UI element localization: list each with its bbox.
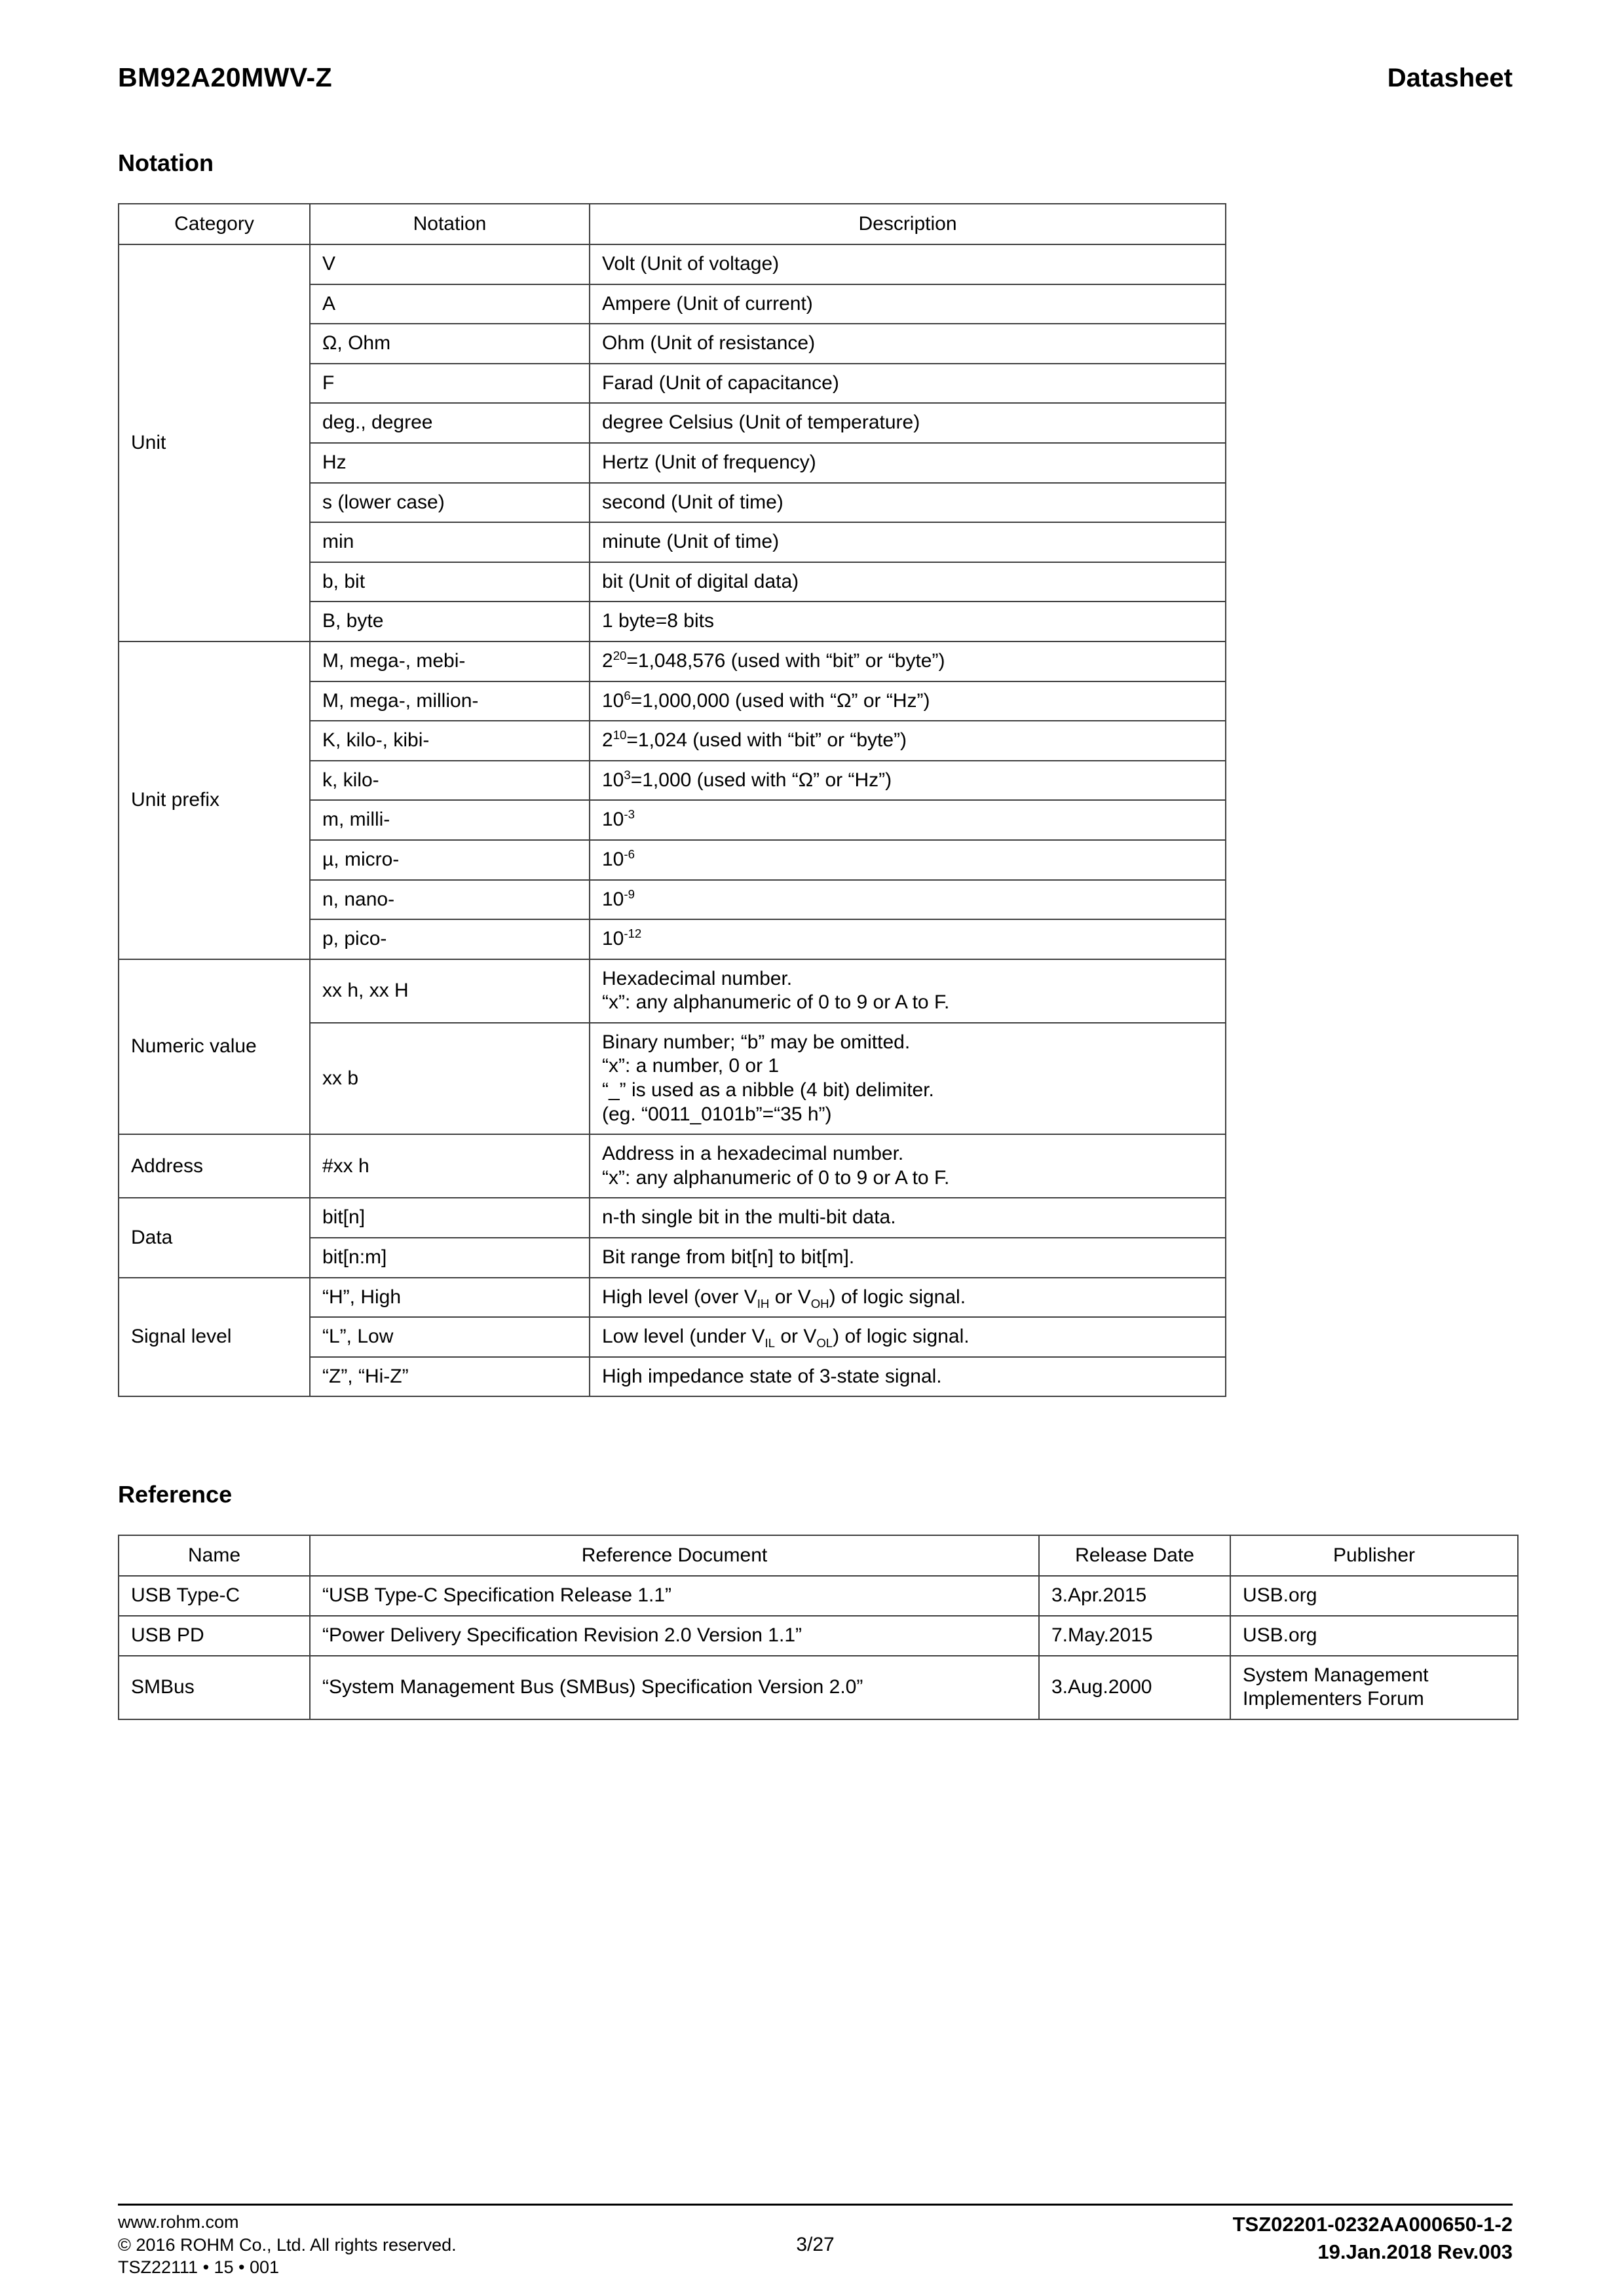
- description-cell: minute (Unit of time): [590, 522, 1226, 562]
- notation-cell: bit[n]: [310, 1198, 590, 1238]
- table-row: [119, 1616, 1518, 1656]
- description-cell: High level (over $V_{IH}$ or $V_{OH}$) of logic signal.: [590, 1278, 1226, 1318]
- notation-cell: xx h, xx H: [310, 959, 590, 1023]
- part-number: BM92A20MWV-Z: [118, 62, 333, 92]
- notation-cell: B, byte: [310, 602, 590, 641]
- notation-cell: k, kilo-: [310, 761, 590, 801]
- description-cell: Volt (Unit of voltage): [590, 244, 1226, 284]
- notation-table: [118, 203, 1226, 1397]
- notation-cell: m, milli-: [310, 800, 590, 840]
- notation-cell: “Z”, “Hi-Z”: [310, 1357, 590, 1397]
- notation-cell: xx b: [310, 1023, 590, 1134]
- footer-website: www.rohm.com: [118, 2212, 239, 2232]
- footer-doc-code: TSZ22111 • 15 • 001: [118, 2257, 280, 2278]
- description-cell: Hertz (Unit of frequency): [590, 443, 1226, 483]
- table-row: [119, 1576, 1518, 1616]
- description-cell: Address in a hexadecimal number. “x”: any alphanumeric of 0 to 9 or A to F.: [590, 1134, 1226, 1198]
- description-cell: $10^{-6}$: [590, 840, 1226, 880]
- header-cell-publisher: Publisher: [1230, 1535, 1518, 1576]
- reference-section-heading: Reference: [118, 1481, 233, 1508]
- notation-section-heading: Notation: [118, 149, 214, 176]
- header-cell-category: Category: [119, 204, 310, 244]
- name-cell: USB PD: [119, 1616, 310, 1656]
- notation-cell: bit[n:m]: [310, 1238, 590, 1278]
- notation-cell: M, mega-, mebi-: [310, 641, 590, 681]
- description-cell: $10^6=1,000,000$ (used with “Ω” or “Hz”): [590, 681, 1226, 721]
- description-cell: 1 byte=8 bits: [590, 602, 1226, 641]
- release-date-cell: 3.Apr.2015: [1039, 1576, 1230, 1616]
- publisher-cell: USB.org: [1230, 1576, 1518, 1616]
- footer-copyright: © 2016 ROHM Co., Ltd. All rights reserved.: [118, 2234, 457, 2255]
- description-cell: Farad (Unit of capacitance): [590, 364, 1226, 404]
- reference-table-header-row: [119, 1535, 1518, 1576]
- footer-right-block: [835, 2211, 1513, 2266]
- notation-cell: #xx h: [310, 1134, 590, 1198]
- notation-cell: A: [310, 284, 590, 324]
- release-date-cell: 3.Aug.2000: [1039, 1656, 1230, 1719]
- table-row: [119, 1656, 1518, 1719]
- description-cell: $10^{-9}$: [590, 880, 1226, 920]
- doc-type-label: Datasheet: [1387, 64, 1513, 92]
- description-cell: Binary number; “b” may be omitted. “x”: a number, 0 or 1 “_” is used as a nibble (4 bit) delimiter. (eg. “0011_0101b”=“35 h”): [590, 1023, 1226, 1134]
- table-row: [119, 1134, 1226, 1198]
- table-row: [119, 641, 1226, 681]
- page-header: [118, 62, 1513, 93]
- document-cell: “System Management Bus (SMBus) Specification Version 2.0”: [310, 1656, 1039, 1719]
- description-cell: $10^3=1,000$ (used with “Ω” or “Hz”): [590, 761, 1226, 801]
- notation-cell: µ, micro-: [310, 840, 590, 880]
- description-cell: degree Celsius (Unit of temperature): [590, 403, 1226, 443]
- description-cell: Bit range from bit[n] to bit[m].: [590, 1238, 1226, 1278]
- notation-cell: K, kilo-, kibi-: [310, 721, 590, 761]
- description-cell: Hexadecimal number. “x”: any alphanumeric of 0 to 9 or A to F.: [590, 959, 1226, 1023]
- page-number: 3/27: [796, 2234, 835, 2256]
- page-footer: [118, 2204, 1513, 2279]
- description-cell: bit (Unit of digital data): [590, 562, 1226, 602]
- header-cell-notation: Notation: [310, 204, 590, 244]
- name-cell: USB Type-C: [119, 1576, 310, 1616]
- notation-cell: Ω, Ohm: [310, 324, 590, 364]
- header-cell-release-date: Release Date: [1039, 1535, 1230, 1576]
- notation-cell: b, bit: [310, 562, 590, 602]
- notation-cell: “L”, Low: [310, 1317, 590, 1357]
- category-cell: Unit prefix: [119, 641, 310, 959]
- notation-cell: V: [310, 244, 590, 284]
- notation-cell: M, mega-, million-: [310, 681, 590, 721]
- description-cell: $10^{-3}$: [590, 800, 1226, 840]
- table-row: [119, 1198, 1226, 1238]
- notation-cell: “H”, High: [310, 1278, 590, 1318]
- notation-cell: p, pico-: [310, 919, 590, 959]
- description-cell: High impedance state of 3-state signal.: [590, 1357, 1226, 1397]
- header-cell-reference-document: Reference Document: [310, 1535, 1039, 1576]
- table-row: [119, 959, 1226, 1023]
- notation-cell: min: [310, 522, 590, 562]
- description-cell: Ohm (Unit of resistance): [590, 324, 1226, 364]
- publisher-cell: USB.org: [1230, 1616, 1518, 1656]
- document-cell: “Power Delivery Specification Revision 2.0 Version 1.1”: [310, 1616, 1039, 1656]
- description-cell: $10^{-12}$: [590, 919, 1226, 959]
- notation-cell: Hz: [310, 443, 590, 483]
- footer-revision: 19.Jan.2018 Rev.003: [1317, 2240, 1513, 2264]
- notation-cell: deg., degree: [310, 403, 590, 443]
- header-cell-name: Name: [119, 1535, 310, 1576]
- description-cell: Low level (under $V_{IL}$ or $V_{OL}$) of logic signal.: [590, 1317, 1226, 1357]
- category-cell: Unit: [119, 244, 310, 641]
- header-cell-description: Description: [590, 204, 1226, 244]
- notation-cell: n, nano-: [310, 880, 590, 920]
- description-cell: second (Unit of time): [590, 483, 1226, 523]
- name-cell: SMBus: [119, 1656, 310, 1719]
- table-row: [119, 244, 1226, 284]
- notation-cell: s (lower case): [310, 483, 590, 523]
- footer-doc-id: TSZ02201-0232AA000650-1-2: [1232, 2213, 1513, 2236]
- document-cell: “USB Type-C Specification Release 1.1”: [310, 1576, 1039, 1616]
- notation-table-header-row: [119, 204, 1226, 244]
- category-cell: Signal level: [119, 1278, 310, 1397]
- reference-table: [118, 1535, 1519, 1719]
- footer-left-block: [118, 2211, 796, 2279]
- description-cell: $2^{10}=1,024$ (used with “bit” or “byte”): [590, 721, 1226, 761]
- description-cell: $2^{20}=1,048,576$ (used with “bit” or “byte”): [590, 641, 1226, 681]
- description-cell: Ampere (Unit of current): [590, 284, 1226, 324]
- category-cell: Numeric value: [119, 959, 310, 1135]
- release-date-cell: 7.May.2015: [1039, 1616, 1230, 1656]
- category-cell: Data: [119, 1198, 310, 1277]
- notation-cell: F: [310, 364, 590, 404]
- category-cell: Address: [119, 1134, 310, 1198]
- table-row: [119, 1278, 1226, 1318]
- description-cell: n-th single bit in the multi-bit data.: [590, 1198, 1226, 1238]
- publisher-cell: System Management Implementers Forum: [1230, 1656, 1518, 1719]
